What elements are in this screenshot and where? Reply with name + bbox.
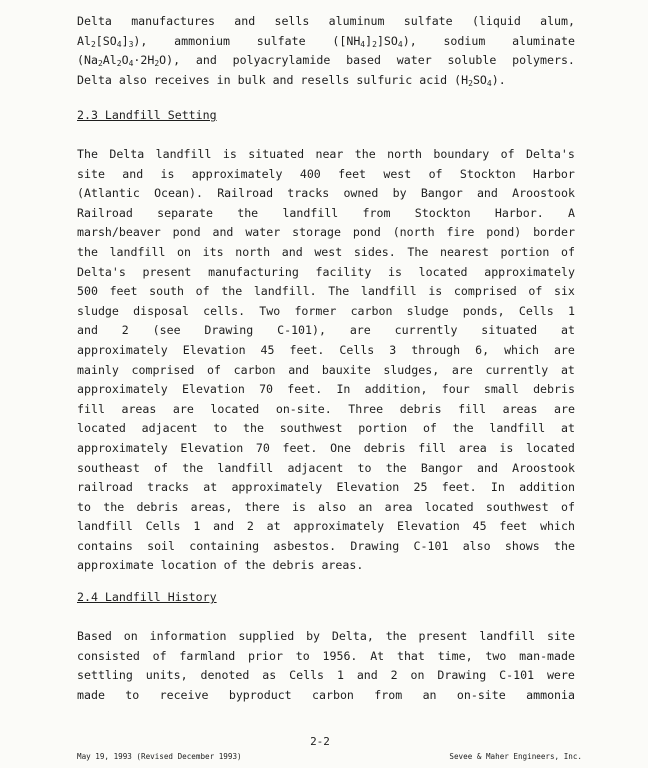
text-line: consisted of farmland prior to 1956. At that time, two man-made [77, 648, 575, 663]
text-line: fill areas are located on-site. Three debris fill areas are [77, 401, 575, 416]
text-line: $Al_2[SO_4]_3$), ammonium sulfate $([NH_4]_2]SO_4$), sodium aluminate [77, 33, 575, 49]
paragraph-products [77, 12, 575, 90]
section-heading-landfill-setting: 2.3 Landfill Setting [77, 108, 217, 122]
text-line: approximately Elevation 45 feet. Cells 3 through 6, which are [77, 342, 575, 357]
page-number: 2-2 [310, 735, 330, 748]
text-line: southeast of the landfill adjacent to the Bangor and Aroostook [77, 460, 575, 475]
text-line: Railroad separate the landfill from Stockton Harbor. A [77, 205, 575, 220]
text-line: approximate location of the debris areas. [77, 558, 364, 573]
text-line: marsh/beaver pond and water storage pond (north fire pond) border [77, 225, 575, 240]
text-line: site and is approximately 400 feet west of Stockton Harbor [77, 166, 575, 181]
footer-date: May 19, 1993 (Revised December 1993) [77, 752, 242, 761]
text-line: mainly comprised of carbon and bauxite sludges, are currently at [77, 362, 575, 377]
text-line: contains soil containing asbestos. Drawing C-101 also shows the [77, 538, 575, 553]
text-line: (Atlantic Ocean). Railroad tracks owned by Bangor and Aroostook [77, 186, 575, 201]
text-line: Delta's present manufacturing facility is located approximately [77, 264, 575, 279]
text-line: settling units, denoted as Cells 1 and 2 on Drawing C-101 were [77, 668, 575, 683]
text-line: The Delta landfill is situated near the north boundary of Delta's [77, 147, 575, 161]
text-line: sludge disposal cells. Two former carbon sludge ponds, Cells 1 [77, 303, 575, 318]
text-line: railroad tracks at approximately Elevation 25 feet. In addition [77, 480, 575, 495]
text-line: the landfill on its north and west sides. The nearest portion of [77, 244, 575, 259]
footer-company: Sevee & Maher Engineers, Inc. [449, 752, 582, 761]
text-line: approximately Elevation 70 feet. One debris fill area is located [77, 440, 575, 455]
text-line: approximately Elevation 70 feet. In addition, four small debris [77, 382, 575, 397]
paragraph-landfill-setting [77, 145, 575, 576]
text-line: 500 feet south of the landfill. The landfill is comprised of six [77, 284, 575, 299]
text-line: Delta manufactures and sells aluminum sulfate (liquid alum, [77, 14, 575, 28]
text-line: and 2 (see Drawing C-101), are currently situated at [77, 323, 575, 338]
text-line: located adjacent to the southwest portion of the landfill at [77, 421, 575, 436]
text-line: landfill Cells 1 and 2 at approximately Elevation 45 feet which [77, 519, 575, 534]
section-heading-landfill-history: 2.4 Landfill History [77, 590, 217, 604]
text-line: $(Na_2Al_2O_4\cdot 2H_2O)$, and polyacrylamide based water soluble polymers. [77, 53, 575, 69]
paragraph-landfill-history [77, 627, 575, 705]
text-line: Delta also receives in bulk and resells sulfuric acid $(H_2SO_4)$. [77, 72, 506, 88]
text-line: to the debris areas, there is also an area located southwest of [77, 499, 575, 514]
text-line: Based on information supplied by Delta, the present landfill site [77, 629, 575, 643]
text-line: made to receive byproduct carbon from an on-site ammonia [77, 687, 575, 702]
